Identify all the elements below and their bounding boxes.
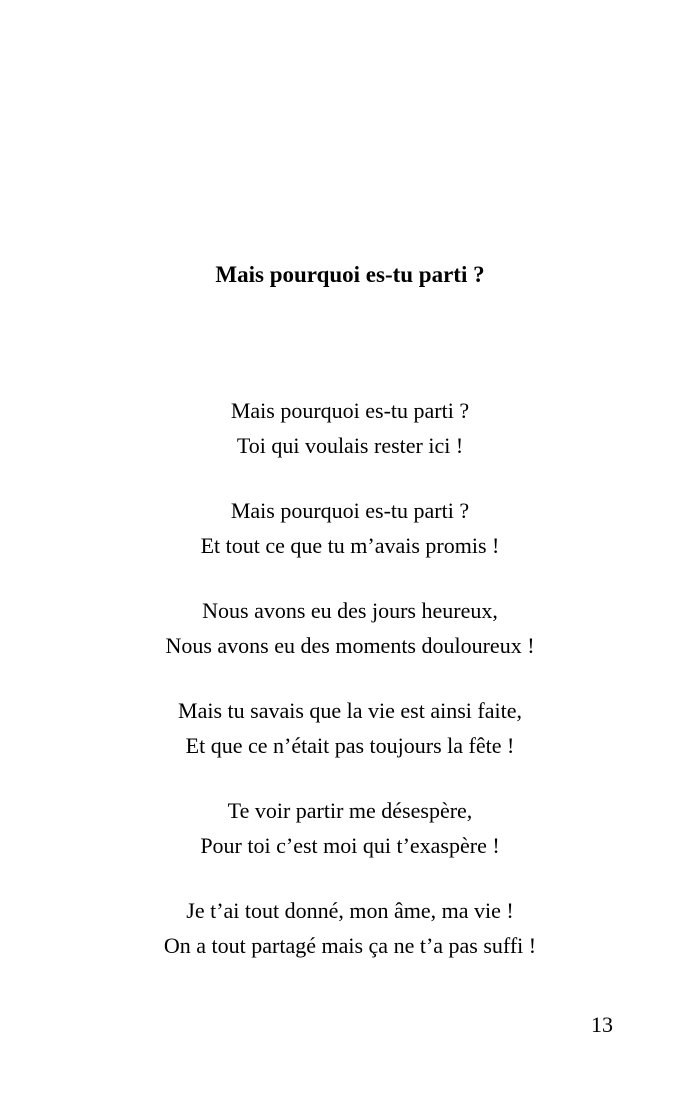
verse-line: Mais pourquoi es-tu parti ? <box>230 398 470 423</box>
stanza <box>0 693 700 763</box>
verse-line: Toi qui voulais rester ici ! <box>236 433 464 458</box>
stanza <box>0 393 700 463</box>
verse-line: Mais pourquoi es-tu parti ? <box>230 498 470 523</box>
stanza <box>0 493 700 563</box>
poem-body <box>0 393 700 993</box>
stanza <box>0 893 700 963</box>
verse-line: On a tout partagé mais ça ne t’a pas suffi ! <box>163 933 537 958</box>
verse-line: Et que ce n’était pas toujours la fête ! <box>185 733 515 758</box>
stanza <box>0 593 700 663</box>
poem-title: Mais pourquoi es-tu parti ? <box>215 262 485 287</box>
verse-line: Pour toi c’est moi qui t’exaspère ! <box>200 833 500 858</box>
verse-line: Je t’ai tout donné, mon âme, ma vie ! <box>186 898 514 923</box>
stanza <box>0 793 700 863</box>
verse-line: Te voir partir me désespère, <box>227 798 473 823</box>
verse-line: Et tout ce que tu m’avais promis ! <box>200 533 500 558</box>
verse-line: Mais tu savais que la vie est ainsi faite, <box>178 698 522 723</box>
verse-line: Nous avons eu des moments douloureux ! <box>165 633 535 658</box>
page-number: 13 <box>591 1012 613 1037</box>
verse-line: Nous avons eu des jours heureux, <box>202 598 498 623</box>
